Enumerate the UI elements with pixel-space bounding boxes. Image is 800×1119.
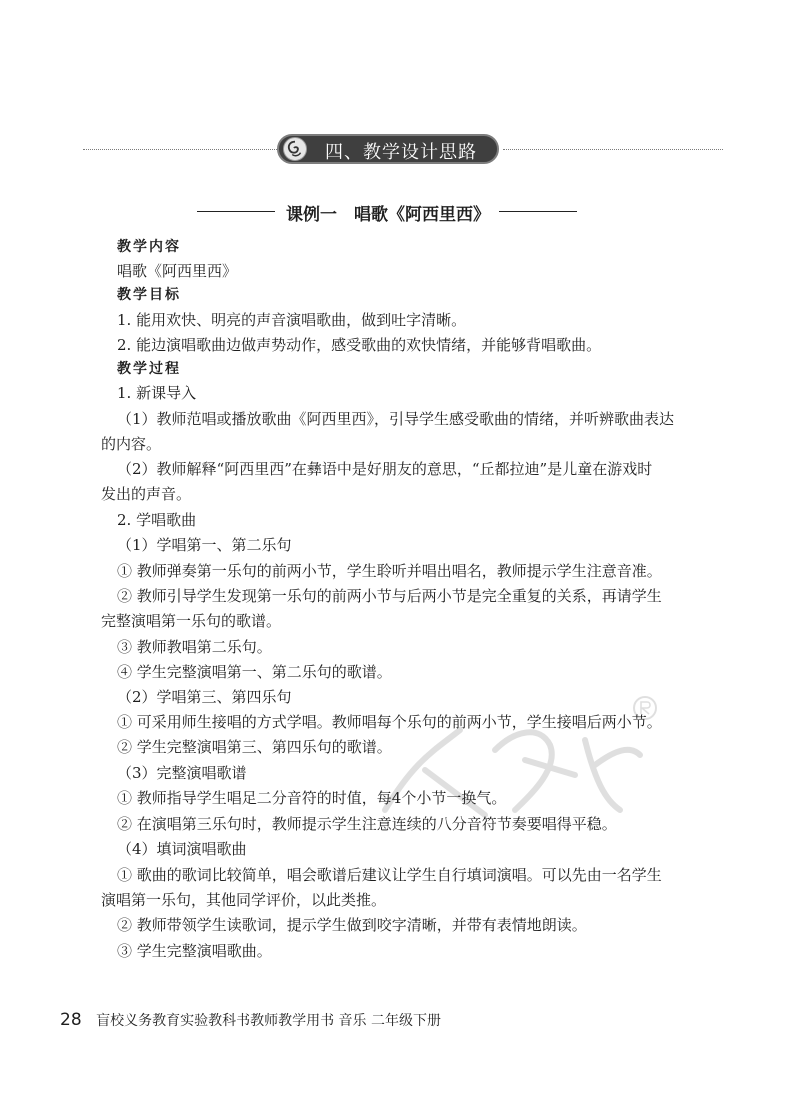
content-text: 唱歌《阿西里西》: [117, 262, 238, 280]
title-rule-left: [197, 211, 275, 212]
dotted-rule-right: [503, 149, 723, 150]
paragraph-line: ② 在演唱第三乐句时，教师提示学生注意连续的八分音符节奏要唱得平稳。: [117, 815, 617, 833]
section-title: 四、教学设计思路: [325, 142, 477, 163]
sub-heading: （3）完整演唱歌谱: [117, 764, 247, 782]
paragraph-line: 发出的声音。: [101, 485, 192, 503]
sub-heading: （4）填词演唱歌曲: [117, 840, 247, 858]
dotted-rule-left: [83, 149, 279, 150]
book-title: 盲校义务教育实验教科书教师教学用书 音乐 二年级下册: [96, 1013, 441, 1029]
publisher-watermark: [365, 690, 665, 840]
paragraph-line: ① 教师弹奏第一乐句的前两小节，学生聆听并唱出唱名，教师提示学生注意音准。: [117, 562, 662, 580]
paragraph-line: ③ 学生完整演唱歌曲。: [117, 942, 272, 960]
paragraph-line: ② 学生完整演唱第三、第四乐句的歌谱。: [117, 738, 392, 756]
paragraph-line: ② 教师引导学生发现第一乐句的前两小节与后两小节是完全重复的关系，再请学生: [117, 587, 662, 605]
lesson-title: 课例一 唱歌《阿西里西》: [286, 205, 490, 225]
step-heading: 2. 学唱歌曲: [117, 511, 197, 529]
paragraph-line: ① 可采用师生接唱的方式学唱。教师唱每个乐句的前两小节，学生接唱后两小节。: [117, 713, 662, 731]
heading-goals: 教学目标: [117, 287, 181, 303]
sub-heading: （1）学唱第一、第二乐句: [117, 536, 292, 554]
page-footer: [60, 1010, 441, 1030]
section-header: [83, 132, 723, 168]
paragraph-line: 完整演唱第一乐句的歌谱。: [101, 612, 282, 630]
paragraph-line: ① 教师指导学生唱足二分音符的时值，每4个小节一换气。: [117, 789, 507, 807]
step-heading: 1. 新课导入: [117, 384, 197, 402]
page-number: 28: [60, 1010, 82, 1030]
section-title-pill: [277, 134, 499, 164]
swirl-icon: [283, 137, 307, 161]
heading-content: 教学内容: [117, 239, 181, 255]
lesson-title-row: [0, 200, 800, 224]
paragraph-line: ④ 学生完整演唱第一、第二乐句的歌谱。: [117, 663, 392, 681]
heading-process: 教学过程: [117, 361, 181, 377]
paragraph-line: 演唱第一乐句，其他同学评价，以此类推。: [101, 891, 387, 909]
paragraph-line: ③ 教师教唱第二乐句。: [117, 638, 272, 656]
paragraph-line: 的内容。: [101, 435, 162, 453]
paragraph-line: （1）教师范唱或播放歌曲《阿西里西》，引导学生感受歌曲的情绪，并听辨歌曲表达: [117, 410, 675, 428]
paragraph-line: ① 歌曲的歌词比较简单，唱会歌谱后建议让学生自行填词演唱。可以先由一名学生: [117, 866, 662, 884]
paragraph-line: （2）教师解释“阿西里西”在彝语中是好朋友的意思，“丘都拉迪”是儿童在游戏时: [117, 460, 653, 478]
sub-heading: （2）学唱第三、第四乐句: [117, 688, 292, 706]
paragraph-line: ② 教师带领学生读歌词，提示学生做到咬字清晰，并带有表情地朗读。: [117, 916, 587, 934]
title-rule-right: [499, 211, 577, 212]
goal-item: 1. 能用欢快、明亮的声音演唱歌曲，做到吐字清晰。: [117, 311, 467, 329]
goal-item: 2. 能边演唱歌曲边做声势动作，感受歌曲的欢快情绪，并能够背唱歌曲。: [117, 336, 602, 354]
